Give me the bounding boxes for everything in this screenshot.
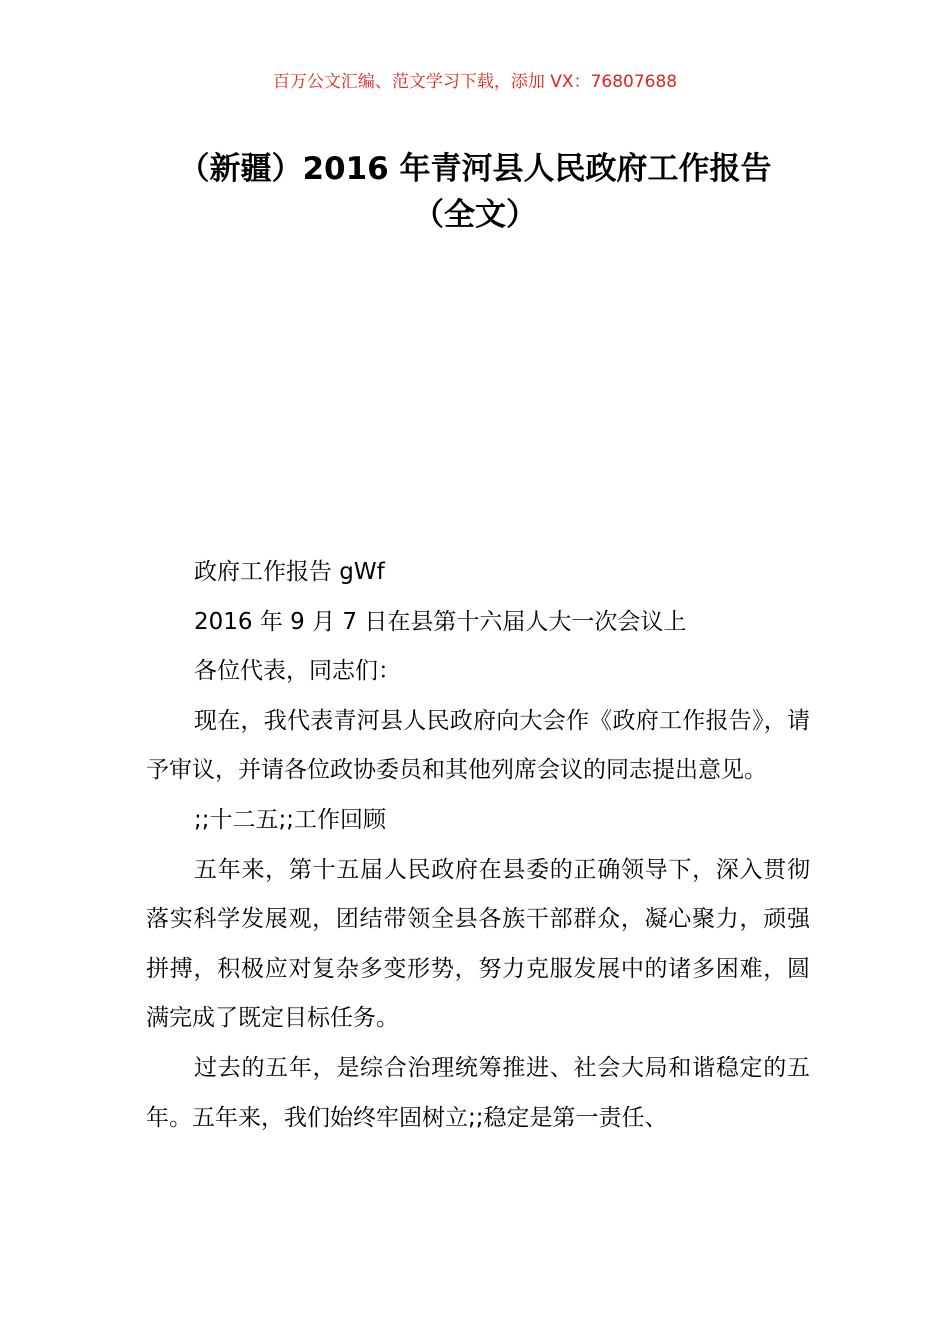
document-body (146, 548, 810, 1143)
promo-banner: 百万公文汇编、范文学习下载，添加 VX：76807688 (272, 72, 678, 92)
paragraph-date-line: 2016 年 9 月 7 日在县第十六届人大一次会议上 (194, 608, 687, 635)
document-title (120, 146, 830, 238)
section-heading: ;;十二五;;工作回顾 (194, 806, 386, 833)
paragraph-salutation: 各位代表，同志们： (194, 658, 401, 685)
paragraph-review: 五年来，第十五届人民政府在县委的正确领导下，深入贯彻落实科学发展观，团结带领全县各族干部群众，凝心聚力，顽强拼搏，积极应对复杂多变形势，努力克服发展中的诸多困难，圆满完成了既定目标任务。 (146, 856, 810, 1032)
title-line-1: （新疆）2016 年青河县人民政府工作报告 (178, 151, 772, 187)
paragraph-intro: 现在，我代表青河县人民政府向大会作《政府工作报告》，请予审议，并请各位政协委员和其他列席会议的同志提出意见。 (146, 707, 810, 784)
paragraph-report-label: 政府工作报告 gWf (194, 559, 385, 585)
title-line-2: （全文） (413, 197, 537, 233)
paragraph-five-years: 过去的五年，是综合治理统筹推进、社会大局和谐稳定的五年。五年来，我们始终牢固树立;;稳定是第一责任、 (146, 1054, 810, 1131)
